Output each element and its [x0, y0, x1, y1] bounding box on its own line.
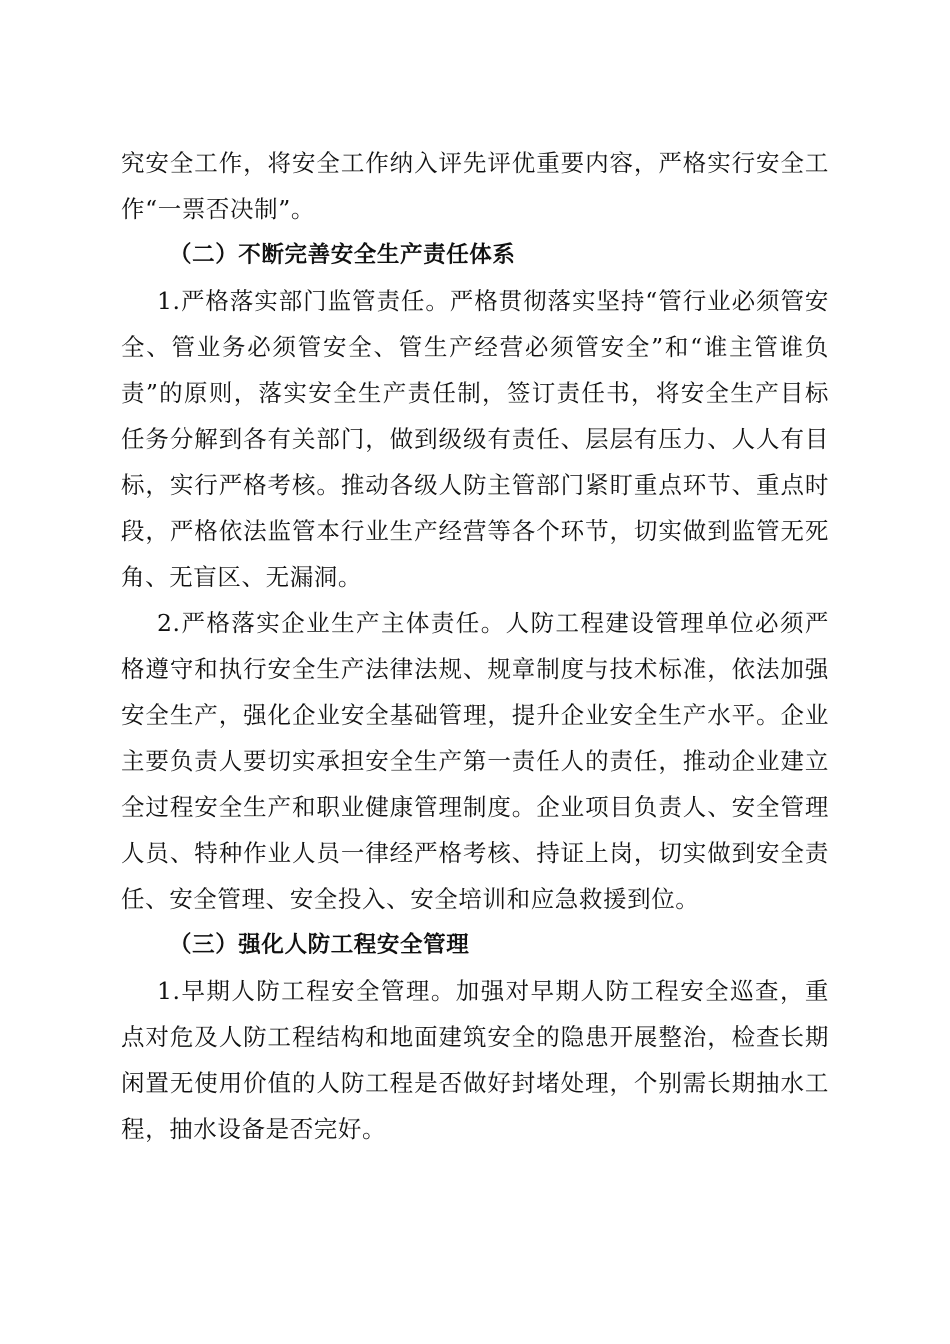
document-body [121, 140, 829, 1152]
paragraph-early-engineering: 1.早期人防工程安全管理。加强对早期人防工程安全巡查，重点对危及人防工程结构和地面建筑安全的隐患开展整治，检查长期闲置无使用价值的人防工程是否做好封堵处理，个别需长期抽水工程，抽水设备是否完好。 [121, 977, 829, 1143]
paragraph-department-responsibility: 1.严格落实部门监管责任。严格贯彻落实坚持“管行业必须管安全、管业务必须管安全、管生产经营必须管安全”和“谁主管谁负责”的原则，落实安全生产责任制，签订责任书，将安全生产目标任务分解到各有关部门，做到级级有责任、层层有压力、人人有目标，实行严格考核。推动各级人防主管部门紧盯重点环节、重点时段，严格依法监管本行业生产经营等各个环节，切实做到监管无死角、无盲区、无漏洞。 [121, 287, 829, 591]
section-heading-2: （二）不断完善安全生产责任体系 [169, 242, 516, 268]
paragraph-enterprise-responsibility: 2.严格落实企业生产主体责任。人防工程建设管理单位必须严格遵守和执行安全生产法律法规、规章制度与技术标准，依法加强安全生产，强化企业安全基础管理，提升企业安全生产水平。企业主要负责人要切实承担安全生产第一责任人的责任，推动企业建立全过程安全生产和职业健康管理制度。企业项目负责人、安全管理人员、特种作业人员一律经严格考核、持证上岗，切实做到安全责任、安全管理、安全投入、安全培训和应急救援到位。 [121, 609, 829, 913]
continued-paragraph: 究安全工作，将安全工作纳入评先评优重要内容，严格实行安全工作“一票否决制”。 [121, 149, 829, 223]
section-heading-3: （三）强化人防工程安全管理 [169, 932, 470, 958]
